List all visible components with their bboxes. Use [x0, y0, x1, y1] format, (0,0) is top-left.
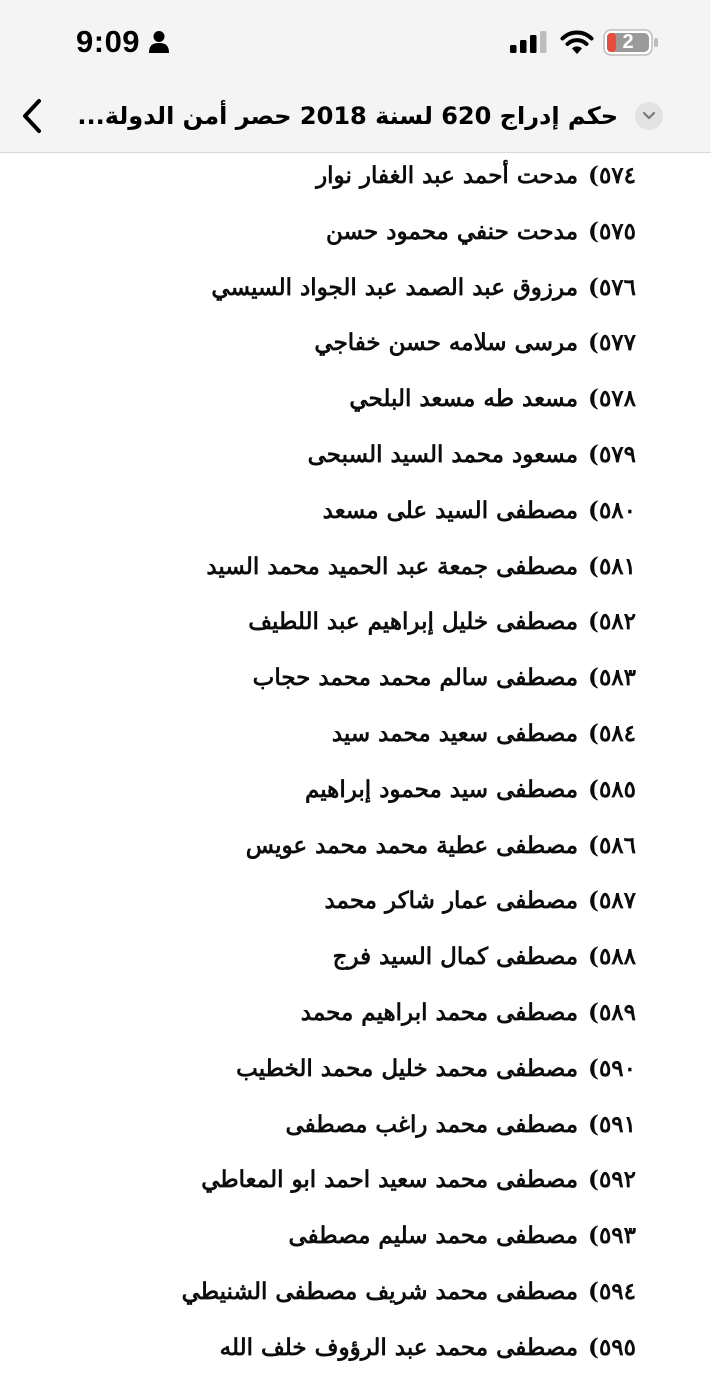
- entry-name: مسعد طه مسعد البلحي: [349, 385, 579, 413]
- entry-number: ٥٨٤): [588, 720, 636, 747]
- entry-number: ٥٨٨): [588, 943, 636, 971]
- list-item: [201, 1156, 636, 1204]
- entry-number: ٥٨٠): [588, 496, 636, 524]
- entry-name: مصطفى محمد ابراهيم محمد: [300, 999, 579, 1026]
- entry-number: ٥٨٥): [588, 775, 636, 803]
- list-item: [324, 877, 636, 925]
- entry-number: ٥٨٣): [588, 664, 636, 692]
- list-item: [349, 375, 636, 423]
- list-item: [301, 989, 636, 1037]
- entry-number: ٥٩٥): [588, 1333, 636, 1361]
- list-item: [248, 598, 636, 646]
- person-icon: [148, 30, 170, 54]
- entry-number: ٥٩٠): [588, 1054, 636, 1082]
- entry-number: ٥٨٢): [588, 608, 636, 636]
- list-item: [333, 933, 636, 981]
- battery-level: 2: [622, 31, 634, 53]
- list-item: [288, 1212, 636, 1260]
- entry-name: مصطفى كمال السيد فرج: [332, 943, 579, 971]
- document-title: حكم إدراج 620 لسنة 2018 حصر أمن الدولة...: [77, 102, 618, 130]
- chevron-down-icon: [642, 111, 656, 121]
- list-item: [253, 654, 636, 702]
- entry-name: مصطفى السيد على مسعد: [322, 496, 579, 524]
- list-item: [308, 431, 636, 479]
- list-item: [332, 710, 636, 758]
- list-item: [246, 822, 636, 870]
- list-item: [326, 208, 636, 256]
- list-item: [323, 487, 636, 535]
- entry-number: ٥٧٨): [588, 385, 636, 413]
- entry-name: مصطفى محمد خليل محمد الخطيب: [236, 1054, 579, 1082]
- entry-name: مرزوق عبد الصمد عبد الجواد السيسي: [211, 273, 579, 301]
- wifi-icon: [560, 29, 594, 55]
- entry-number: ٥٨٩): [588, 999, 636, 1026]
- entry-number: ٥٩٢): [588, 1166, 636, 1194]
- entry-number: ٥٧٦): [588, 273, 636, 301]
- entry-name: مصطفى سيد محمود إبراهيم: [304, 775, 579, 803]
- entry-number: ٥٧٩): [588, 441, 636, 468]
- entry-name: مصطفى محمد راغب مصطفى: [285, 1110, 579, 1138]
- list-item: [316, 152, 636, 200]
- entry-name: مدحت حنفي محمود حسن: [326, 217, 579, 245]
- back-button[interactable]: [10, 94, 54, 138]
- entry-name: مصطفى سعيد محمد سيد: [331, 720, 579, 747]
- entry-name: مصطفى خليل إبراهيم عبد اللطيف: [248, 608, 579, 636]
- signal-icon: [510, 31, 548, 53]
- entry-number: ٥٩١): [588, 1110, 636, 1138]
- entry-name: مصطفى محمد سعيد احمد ابو المعاطي: [201, 1166, 579, 1194]
- list-item: [305, 766, 636, 814]
- document-content: [0, 148, 711, 1400]
- entry-number: ٥٧٤): [588, 162, 636, 189]
- entry-name: مرسى سلامه حسن خفاجي: [314, 329, 579, 357]
- status-time: 9:09: [76, 24, 141, 59]
- list-item: [236, 1045, 636, 1093]
- entry-name: مصطفى محمد عبد الرؤوف خلف الله: [219, 1333, 579, 1361]
- list-item: [182, 1268, 636, 1316]
- entry-number: ٥٧٧): [588, 329, 636, 357]
- entry-name: مدحت أحمد عبد الغفار نوار: [316, 162, 579, 189]
- entry-number: ٥٨١): [588, 552, 636, 580]
- entry-name: مصطفى عمار شاكر محمد: [324, 887, 579, 915]
- chevron-left-icon: [20, 98, 44, 134]
- list-item: [211, 264, 636, 312]
- list-item: [220, 1324, 636, 1372]
- entry-name: مصطفى عطية محمد محمد عويس: [245, 831, 579, 859]
- entry-name: مصطفى محمد سليم مصطفى: [288, 1222, 579, 1250]
- entry-number: ٥٨٧): [588, 887, 636, 915]
- top-bar: [0, 0, 711, 153]
- entry-name: مصطفى سالم محمد محمد حجاب: [252, 664, 579, 692]
- entry-name: مصطفى جمعة عبد الحميد محمد السيد: [206, 552, 579, 580]
- list-item: [206, 543, 636, 591]
- entry-number: ٥٩٤): [588, 1278, 636, 1305]
- entry-number: ٥٩٣): [588, 1222, 636, 1250]
- list-item: [285, 1101, 636, 1149]
- title-menu-button[interactable]: [635, 102, 663, 130]
- entry-name: مصطفى محمد شريف مصطفى الشنيطي: [181, 1278, 579, 1305]
- entry-number: ٥٨٦): [588, 831, 636, 859]
- entry-name: مسعود محمد السيد السبحى: [307, 441, 579, 468]
- entry-number: ٥٧٥): [588, 217, 636, 245]
- list-item: [314, 319, 636, 367]
